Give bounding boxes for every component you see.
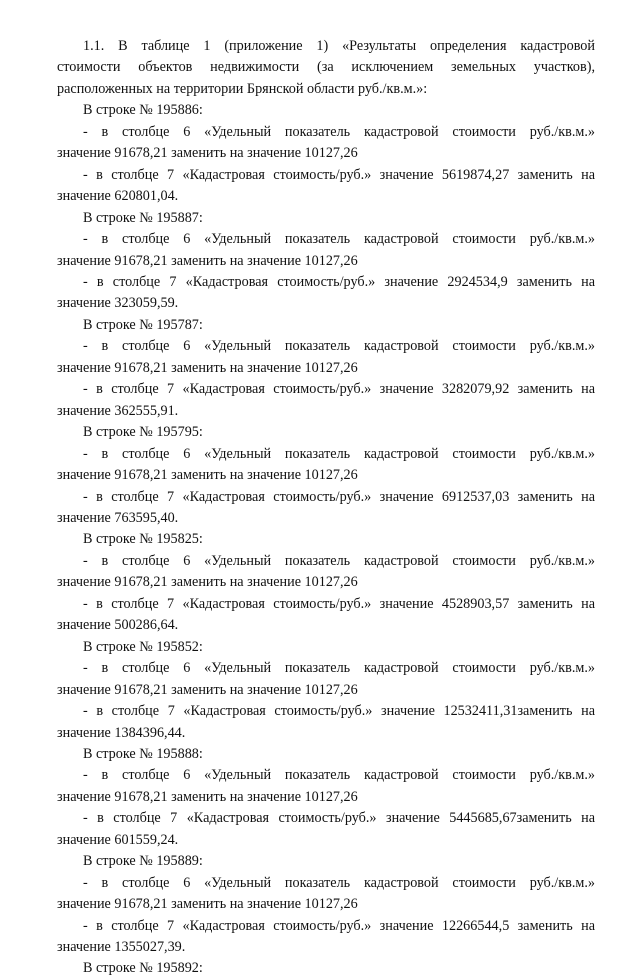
column-6-change: - в столбце 6 «Удельный показатель кадастровой стоимости руб./кв.м.» (83, 552, 595, 569)
row-heading: В строке № 195852: (83, 638, 203, 655)
column-7-change-cont: значение 500286,64. (57, 617, 179, 634)
row-block (57, 529, 595, 636)
column-6-change-cont: значение 91678,21 заменить на значение 10127,26 (57, 252, 358, 269)
column-6-change: - в столбце 6 «Удельный показатель кадастровой стоимости руб./кв.м.» (83, 123, 595, 140)
row-block (57, 422, 595, 529)
row-block (57, 744, 595, 851)
column-7-change-cont: значение 763595,40. (57, 509, 179, 526)
column-6-change: - в столбце 6 «Удельный показатель кадастровой стоимости руб./кв.м.» (83, 445, 595, 462)
intro-line: 1.1. В таблице 1 (приложение 1) «Результаты определения кадастровой (83, 38, 595, 54)
column-6-change-cont: значение 91678,21 заменить на значение 10127,26 (57, 574, 358, 591)
column-6-change-cont: значение 91678,21 заменить на значение 10127,26 (57, 681, 358, 698)
row-block (57, 100, 595, 207)
column-7-change: - в столбце 7 «Кадастровая стоимость/руб.» значение 5619874,27 заменить на (83, 166, 595, 183)
row-heading: В строке № 195892: (83, 960, 203, 977)
column-7-change-cont: значение 323059,59. (57, 295, 179, 312)
intro-line: стоимости объектов недвижимости (за исключением земельных участков), (57, 59, 595, 76)
column-7-change: - в столбце 7 «Кадастровая стоимость/руб.» значение 12532411,31заменить на (83, 703, 595, 720)
row-heading: В строке № 195825: (83, 531, 203, 548)
column-7-change-cont: значение 601559,24. (57, 831, 179, 848)
column-6-change-cont: значение 91678,21 заменить на значение 10127,26 (57, 896, 358, 913)
column-7-change-cont: значение 1384396,44. (57, 724, 186, 741)
column-7-change: - в столбце 7 «Кадастровая стоимость/руб.» значение 2924534,9 заменить на (83, 273, 595, 290)
column-7-change: - в столбце 7 «Кадастровая стоимость/руб.» значение 12266544,5 заменить на (83, 917, 595, 934)
column-6-change-cont: значение 91678,21 заменить на значение 10127,26 (57, 359, 358, 376)
column-7-change: - в столбце 7 «Кадастровая стоимость/руб.» значение 3282079,92 заменить на (83, 381, 595, 398)
column-6-change: - в столбце 6 «Удельный показатель кадастровой стоимости руб./кв.м.» (83, 767, 595, 784)
intro-paragraph (57, 36, 595, 100)
column-6-change-cont: значение 91678,21 заменить на значение 10127,26 (57, 467, 358, 484)
column-7-change-cont: значение 362555,91. (57, 402, 179, 419)
column-6-change: - в столбце 6 «Удельный показатель кадастровой стоимости руб./кв.м.» (83, 874, 595, 891)
intro-line: расположенных на территории Брянской области руб./кв.м.»: (57, 80, 428, 97)
column-6-change-cont: значение 91678,21 заменить на значение 10127,26 (57, 145, 358, 162)
column-7-change: - в столбце 7 «Кадастровая стоимость/руб.» значение 5445685,67заменить на (83, 810, 595, 827)
row-heading: В строке № 195888: (83, 745, 203, 762)
column-6-change-cont: значение 91678,21 заменить на значение 10127,26 (57, 788, 358, 805)
column-7-change-cont: значение 1355027,39. (57, 939, 186, 956)
row-block (57, 208, 595, 315)
column-6-change: - в столбце 6 «Удельный показатель кадастровой стоимости руб./кв.м.» (83, 231, 595, 248)
document-page (57, 36, 595, 980)
row-block (57, 315, 595, 422)
column-7-change: - в столбце 7 «Кадастровая стоимость/руб.» значение 4528903,57 заменить на (83, 595, 595, 612)
column-7-change-cont: значение 620801,04. (57, 188, 179, 205)
column-6-change: - в столбце 6 «Удельный показатель кадастровой стоимости руб./кв.м.» (83, 338, 595, 355)
row-heading: В строке № 195795: (83, 424, 203, 441)
column-7-change: - в столбце 7 «Кадастровая стоимость/руб.» значение 6912537,03 заменить на (83, 488, 595, 505)
row-heading: В строке № 195886: (83, 102, 203, 119)
row-heading: В строке № 195887: (83, 209, 203, 226)
row-block (57, 637, 595, 744)
row-heading: В строке № 195787: (83, 316, 203, 333)
column-6-change: - в столбце 6 «Удельный показатель кадастровой стоимости руб./кв.м.» (83, 660, 595, 677)
row-heading: В строке № 195889: (83, 853, 203, 870)
